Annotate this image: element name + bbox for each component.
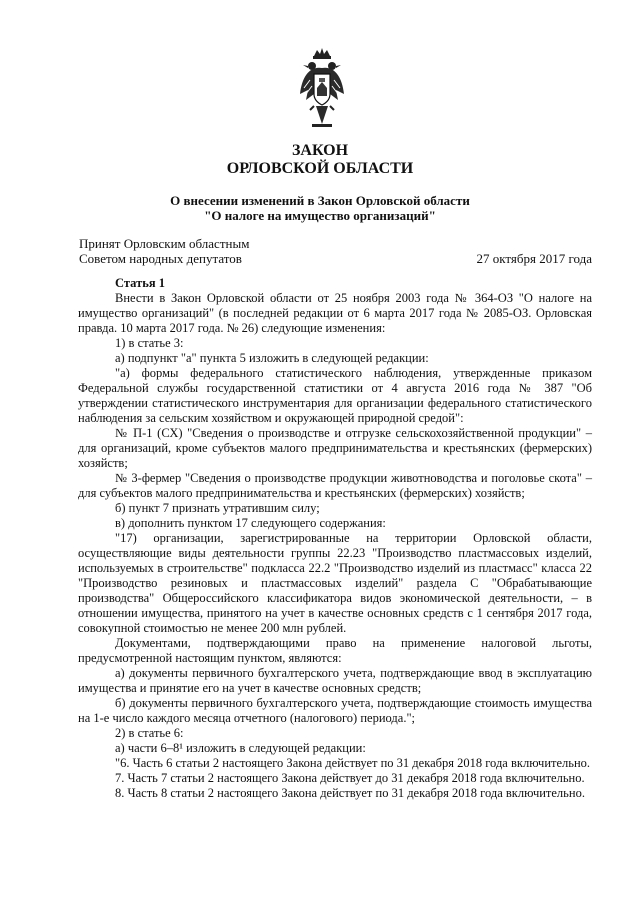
paragraph: 2) в статье 6: — [115, 726, 184, 740]
law-body — [78, 276, 592, 801]
region-title: ОРЛОВСКОЙ ОБЛАСТИ — [226, 160, 414, 177]
adoption-date: 27 октября 2017 года — [476, 251, 592, 266]
paragraph: а) части 6–8¹ изложить в следующей редакции: — [115, 741, 366, 755]
paragraph: "17) организации, зарегистрированные на территории Орловской области, осуществляющие виды деятельности группы 22.23 "Производство пластмассовых изделий, используемых в строительстве" подкласса 22.2 "Производство изделий из пластмасс" класса 22 "Производство резиновых и пластмассовых изделий" раздела С "Обрабатывающие производства" Общероссийского классификатора видов экономической деятельности, – в отношении имущества, принятого на учет в качестве основных средств с 1 сентября 2017 года, совокупной стоимостью не менее 200 млн рублей. — [78, 531, 592, 635]
law-title: ЗАКОН — [291, 142, 349, 159]
paragraph: Внести в Закон Орловской области от 25 ноября 2003 года № 364-ОЗ "О налоге на имущество организаций" (в последней редакции от 6 марта 2017 года № 2085-ОЗ. Орловская правда. 10 марта 2017 года. № 26) следующие изменения: — [78, 291, 592, 335]
coat-of-arms-emblem — [300, 48, 344, 130]
paragraph: 7. Часть 7 статьи 2 настоящего Закона действует до 31 декабря 2018 года включительно. — [115, 771, 585, 785]
paragraph: б) документы первичного бухгалтерского учета, подтверждающие стоимость имущества на 1-е число каждого месяца отчетного (налогового) периода."; — [78, 696, 592, 725]
paragraph: 8. Часть 8 статьи 2 настоящего Закона действует по 31 декабря 2018 года включительно. — [115, 786, 585, 800]
adoption-line1: Принят Орловским областным — [79, 236, 250, 251]
paragraph: № 3-фермер "Сведения о производстве продукции животноводства и поголовье скота" – для субъектов малого предпринимательства и крестьянских (фермерских) хозяйств; — [78, 471, 592, 500]
paragraph: Документами, подтверждающими право на применение налоговой льготы, предусмотренной настоящим пунктом, являются: — [78, 636, 592, 665]
paragraph: а) документы первичного бухгалтерского учета, подтверждающие ввод в эксплуатацию имущества и принятие его на учет в качестве основных средств; — [78, 666, 592, 695]
paragraph: 1) в статье 3: — [115, 336, 184, 350]
adoption-line2: Советом народных депутатов — [79, 251, 242, 266]
paragraph: № П-1 (СХ) "Сведения о производстве и отгрузке сельскохозяйственной продукции" – для организаций, кроме субъектов малого предпринимательства и крестьянских (фермерских) хозяйств; — [78, 426, 592, 470]
paragraph: в) дополнить пунктом 17 следующего содержания: — [115, 516, 386, 530]
law-subtitle-line2: "О налоге на имущество организаций" — [204, 208, 436, 223]
article-heading: Статья 1 — [115, 276, 165, 290]
law-subtitle-line1: О внесении изменений в Закон Орловской области — [170, 193, 470, 208]
paragraph: "а) формы федерального статистического наблюдения, утвержденные приказом Федеральной службы государственной статистики от 4 августа 2016 года № 387 "Об утверждении статистического инструментария для организации федерального статистического наблюдения за сельским хозяйством и окружающей природной средой": — [78, 366, 592, 425]
paragraph: а) подпункт "а" пункта 5 изложить в следующей редакции: — [115, 351, 429, 365]
paragraph: "6. Часть 6 статьи 2 настоящего Закона действует по 31 декабря 2018 года включительно. — [115, 756, 591, 770]
paragraph: б) пункт 7 признать утратившим силу; — [115, 501, 320, 515]
